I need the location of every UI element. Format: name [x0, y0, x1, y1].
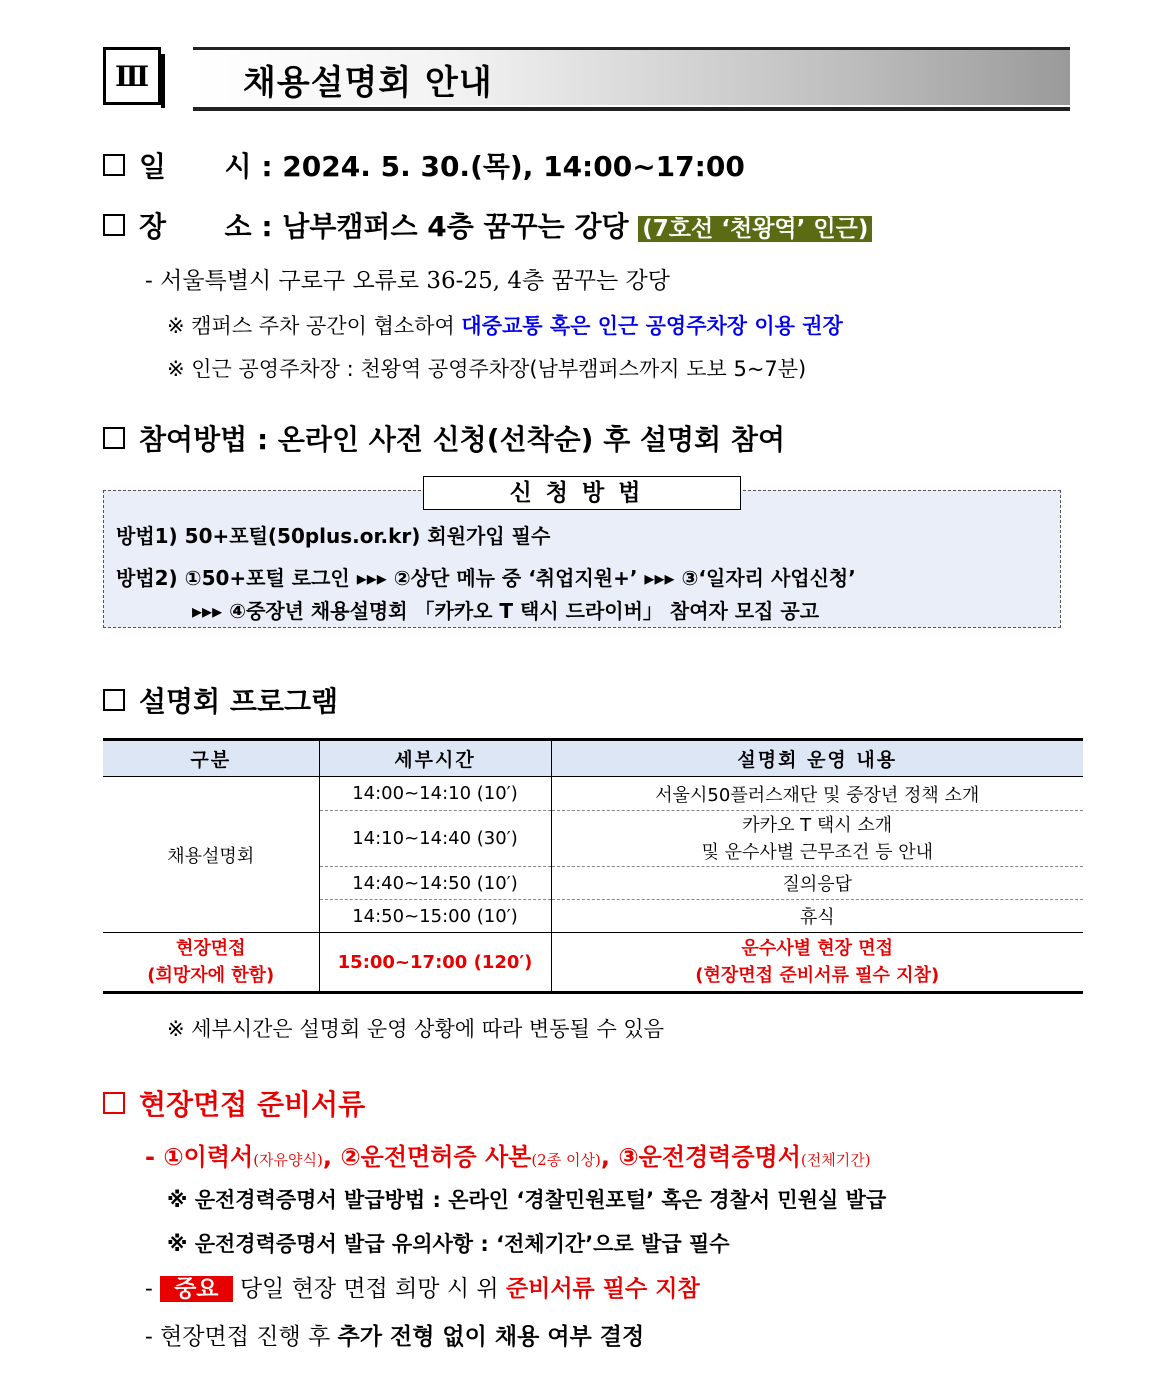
- method-2: 방법2) ①50+포털 로그인 ▸▸▸ ②상단 메뉴 중 ‘취업지원+’ ▸▸▸ ③‘일자리 사업신청’: [116, 566, 856, 590]
- method-2-cont: ▸▸▸ ④중장년 채용설명회 「카카오 T 택시 드라이버」 참여자 모집 공고: [192, 599, 820, 623]
- doc-item-3: ③운전경력증명서: [618, 1143, 801, 1171]
- important-badge: 중요: [160, 1276, 232, 1302]
- venue-line: [103, 205, 872, 245]
- final-prefix: - 현장면접 진행 후: [145, 1324, 331, 1350]
- parking-note-1: [167, 310, 843, 340]
- content-cell: [551, 811, 1083, 867]
- venue-highlight: (7호선 ‘천왕역’ 인근): [638, 216, 872, 242]
- content-cell: 질의응답: [551, 867, 1083, 900]
- table-row: [103, 777, 1083, 811]
- checkbox-square-icon: [103, 1092, 125, 1114]
- section-number: Ⅲ: [103, 47, 161, 105]
- time-cell: 14:10~14:40 (30′): [319, 811, 551, 867]
- table-header-row: [103, 740, 1083, 777]
- time-cell: 14:40~14:50 (10′): [319, 867, 551, 900]
- program-table: [103, 738, 1083, 994]
- parking-note-2: ※ 인근 공영주차장 : 천왕역 공영주차장(남부캠퍼스까지 도보 5~7분): [167, 357, 807, 381]
- doc-note-1: ※ 운전경력증명서 발급방법 : 온라인 ‘경찰민원포털’ 혹은 경찰서 민원실 발급: [167, 1188, 887, 1212]
- venue-value: 남부캠퍼스 4층 꿈꾸는 강당: [282, 210, 629, 243]
- interview-content-1: 운수사별 현장 면접: [741, 938, 894, 959]
- dash: -: [145, 1143, 164, 1171]
- important-text: 당일 현장 면접 희망 시 위: [239, 1276, 499, 1302]
- content-cell: 서울시50플러스재단 및 중장년 정책 소개: [551, 777, 1083, 811]
- venue-label: 장 소 :: [139, 210, 273, 243]
- time-cell: 14:00~14:10 (10′): [319, 777, 551, 811]
- content-line: 및 운수사별 근무조건 등 안내: [701, 841, 934, 863]
- doc-item-2: ②운전면허증 사본: [340, 1143, 532, 1171]
- documents-heading: 현장면접 준비서류: [139, 1088, 366, 1121]
- column-header: 구분: [103, 740, 319, 777]
- doc-note-2: ※ 운전경력증명서 발급 유의사항 : ‘전체기간’으로 발급 필수: [167, 1232, 730, 1256]
- column-header: 세부시간: [319, 740, 551, 777]
- doc-item-1: ①이력서: [163, 1143, 254, 1171]
- doc-item-2-note: (2종 이상): [531, 1151, 601, 1169]
- schedule-line: [103, 145, 745, 185]
- participation-text: 참여방법 : 온라인 사전 신청(선착순) 후 설명회 참여: [139, 423, 785, 456]
- method-1: 방법1) 50+포털(50plus.or.kr) 회원가입 필수: [116, 524, 551, 548]
- program-heading-line: [103, 680, 338, 720]
- program-heading: 설명회 프로그램: [139, 685, 339, 718]
- application-method-title: 신청방법: [423, 476, 741, 510]
- interview-label-2: (희망자에 한함): [147, 965, 275, 986]
- interview-content: [551, 933, 1083, 993]
- interview-label-1: 현장면접: [175, 938, 246, 959]
- content-cell: 휴식: [551, 900, 1083, 933]
- parking-note-1-prefix: ※ 캠퍼스 주차 공간이 협소하여: [167, 314, 462, 338]
- doc-item-3-note: (전체기간): [800, 1151, 871, 1169]
- address-text: - 서울특별시 구로구 오류로 36-25, 4층 꿈꾸는 강당: [145, 268, 670, 294]
- parking-note-1-emphasis: 대중교통 혹은 인근 공영주차장 이용 권장: [461, 314, 843, 338]
- final-emphasis: 추가 전형 없이 채용 여부 결정: [337, 1324, 645, 1350]
- time-cell: 14:50~15:00 (10′): [319, 900, 551, 933]
- group-label: 채용설명회: [167, 845, 255, 867]
- checkbox-square-icon: [103, 214, 125, 236]
- interview-time: 15:00~17:00 (120′): [319, 933, 551, 993]
- page-title: 채용설명회 안내: [243, 63, 493, 103]
- final-line: [145, 1318, 644, 1351]
- interview-content-2: (현장면접 준비서류 필수 지참): [695, 965, 940, 986]
- documents-list: - ①이력서(자유양식), ②운전면허증 사본(2종 이상), ③운전경력증명서(전체기간): [145, 1143, 871, 1171]
- documents-heading-line: [103, 1083, 365, 1123]
- checkbox-square-icon: [103, 689, 125, 711]
- participation-line: [103, 418, 785, 458]
- content-line: 카카오 T 택시 소개: [742, 814, 893, 836]
- column-header: 설명회 운영 내용: [551, 740, 1083, 777]
- program-footnote: ※ 세부시간은 설명회 운영 상황에 따라 변동될 수 있음: [167, 1017, 665, 1041]
- schedule-value: 2024. 5. 30.(목), 14:00~17:00: [282, 150, 745, 183]
- schedule-label: 일 시 :: [139, 150, 273, 183]
- checkbox-square-icon: [103, 154, 125, 176]
- doc-item-1-note: (자유양식): [253, 1151, 323, 1169]
- important-line: - 중요 당일 현장 면접 희망 시 위 준비서류 필수 지참: [145, 1276, 700, 1302]
- checkbox-square-icon: [103, 427, 125, 449]
- important-emphasis: 준비서류 필수 지참: [505, 1276, 700, 1302]
- table-row-interview: [103, 933, 1083, 993]
- interview-label: [103, 933, 319, 993]
